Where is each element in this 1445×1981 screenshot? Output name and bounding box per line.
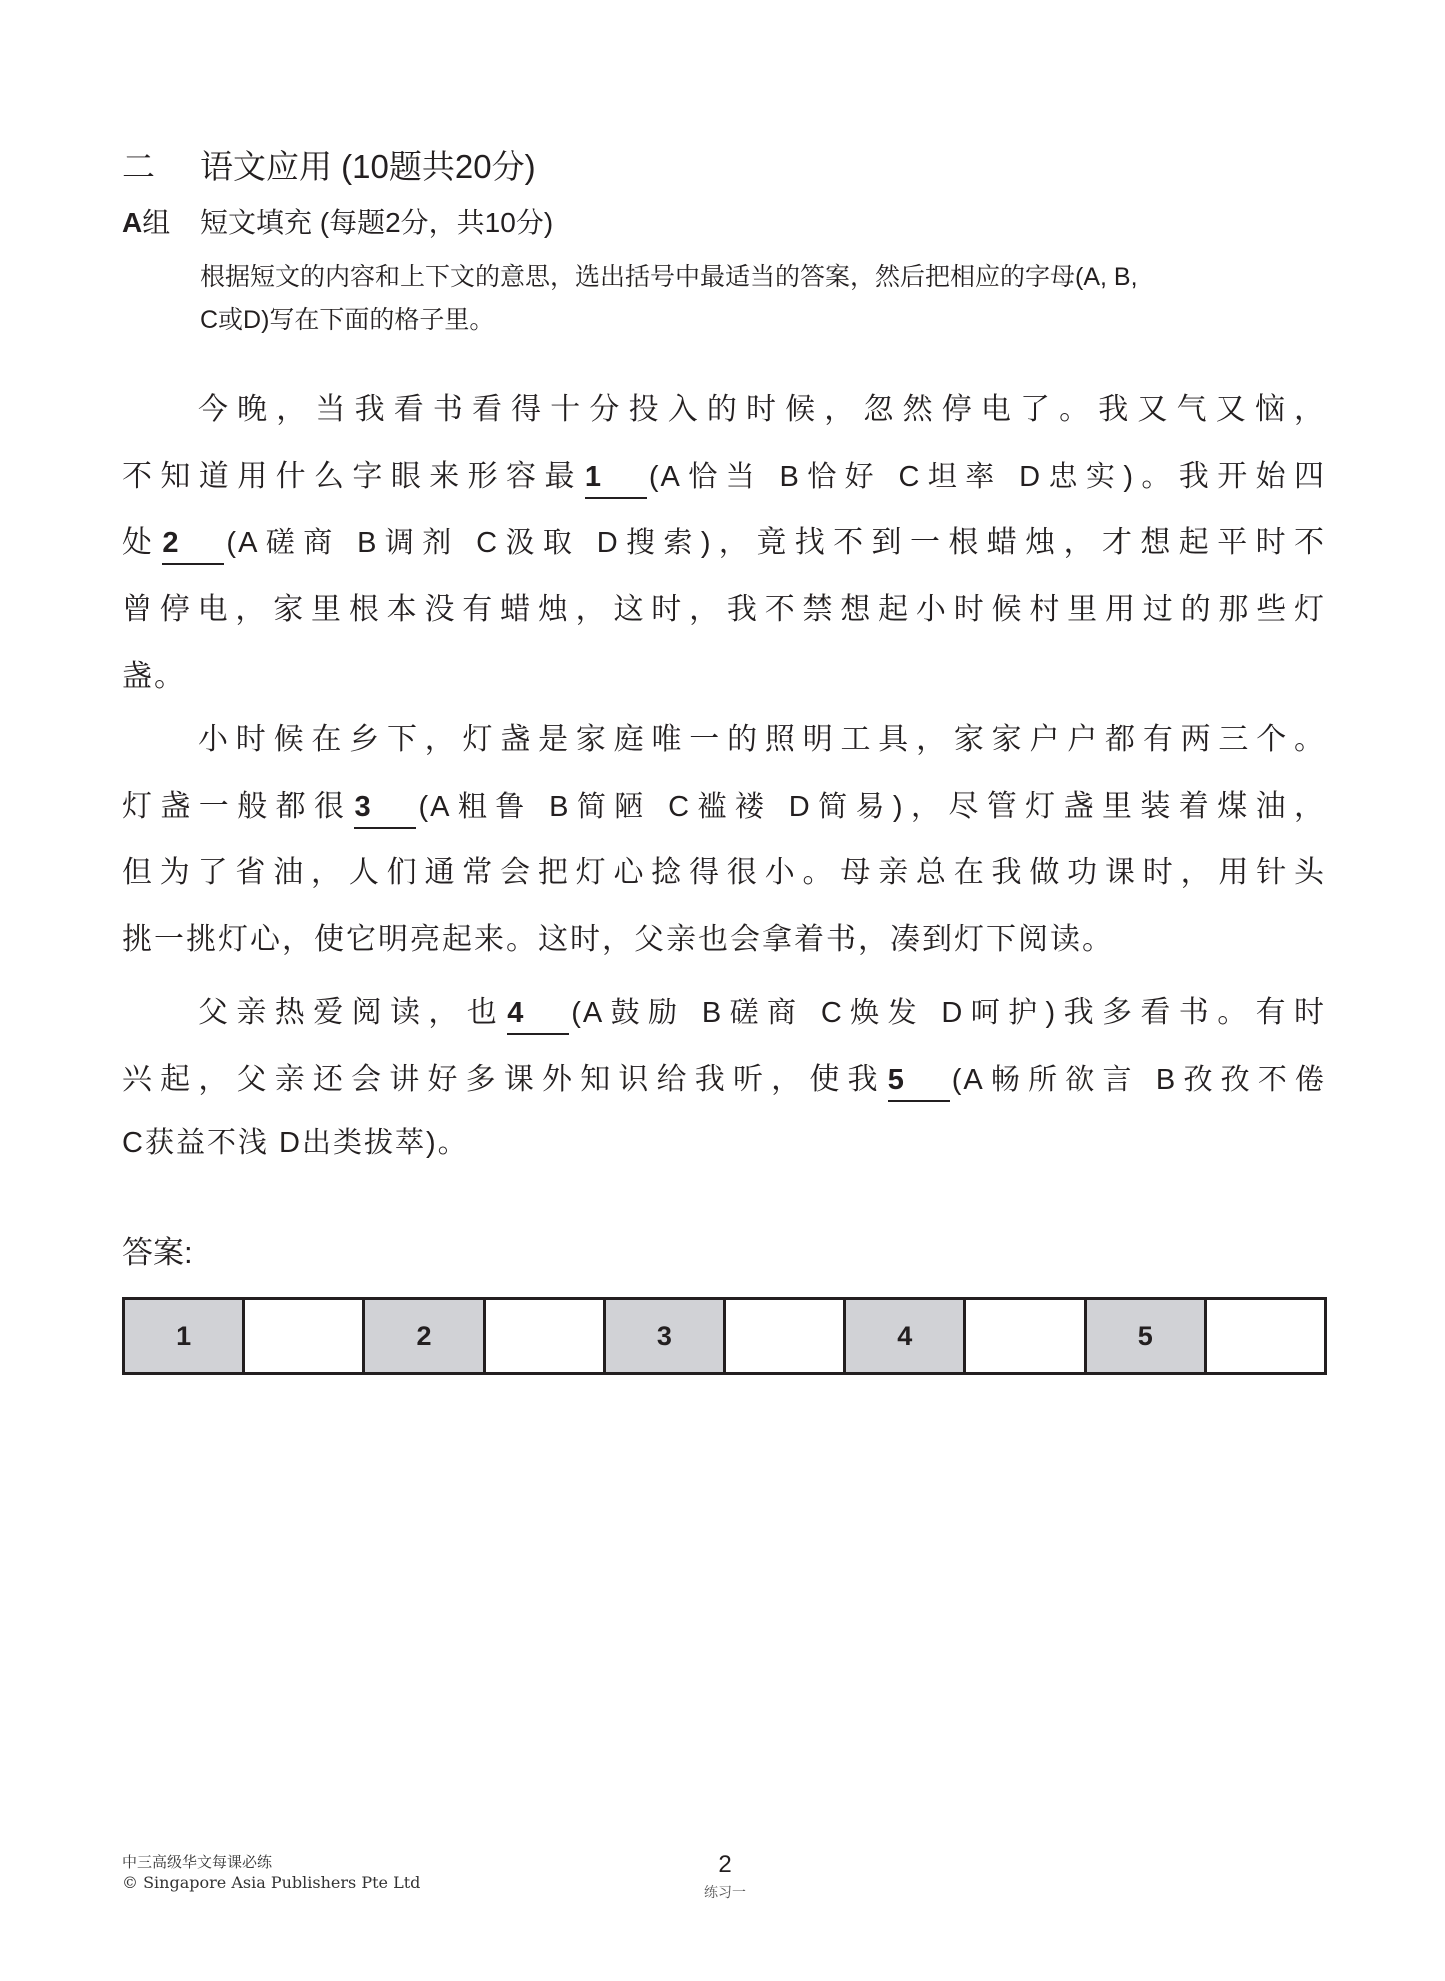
passage-text: 不知道用什么字眼来形容最 — [122, 459, 583, 494]
answer-options: (A畅所欲言 B孜孜不倦 — [951, 1064, 1326, 1096]
fill-blank-1: 1 — [585, 457, 647, 499]
passage-text: 但为了省油，人们通常会把灯心捻得很小。母亲总在我做功课时，用针头 — [122, 855, 1326, 890]
passage-text: 挑一挑灯心，使它明亮起来。这时，父亲也会拿着书，凑到灯下阅读。 — [122, 922, 1114, 957]
passage-text: 兴起，父亲还会讲好多课外知识给我听，使我 — [122, 1062, 886, 1097]
answer-cell-3[interactable] — [726, 1300, 846, 1372]
passage-text: 我多看书。有时 — [1057, 995, 1327, 1030]
passage-line — [198, 715, 1326, 765]
fill-blank-3: 3 — [354, 787, 416, 829]
answer-cell-1[interactable] — [245, 1300, 365, 1372]
passage-line — [122, 1118, 1326, 1168]
group-title: 短文填充 (每题2分，共10分) — [200, 207, 554, 238]
passage-line — [122, 848, 1326, 898]
answer-options: (A鼓励 B磋商 C焕发 D呵护) — [571, 997, 1058, 1029]
answer-options: (A磋商 B调剂 C汲取 D搜索)， — [226, 527, 757, 559]
passage-line — [122, 782, 1326, 832]
passage-text: 尽管灯盏里装着煤油， — [948, 789, 1327, 824]
footer-copyright: © Singapore Asia Publishers Pte Ltd — [122, 1873, 421, 1892]
passage-text: 盏。 — [122, 659, 186, 694]
answer-options: (A粗鲁 B简陋 C褴褛 D简易)， — [418, 791, 949, 823]
passage-line — [198, 385, 1326, 435]
passage-text: 处 — [122, 525, 161, 560]
passage-line — [122, 585, 1326, 635]
passage-text: 灯盏一般都很 — [122, 789, 353, 824]
passage-text: 今晚，当我看书看得十分投入的时候，忽然停电了。我又气又恼， — [198, 392, 1326, 427]
passage-line — [122, 915, 1326, 965]
instruction-line: C或D)写在下面的格子里。 — [200, 306, 495, 334]
instruction-line: 根据短文的内容和上下文的意思，选出括号中最适当的答案，然后把相应的字母(A, B, — [200, 263, 1138, 291]
passage-line — [122, 518, 1326, 568]
answer-table — [122, 1297, 1327, 1375]
question-number-cell: 1 — [125, 1300, 245, 1372]
answer-cell-5[interactable] — [1207, 1300, 1324, 1372]
instructions — [200, 256, 1328, 342]
fill-blank-2: 2 — [162, 523, 224, 565]
exercise-label: 练习一 — [704, 1885, 746, 1901]
passage-line — [122, 452, 1326, 502]
group-letter: A — [122, 207, 143, 238]
fill-blank-4: 4 — [507, 993, 569, 1035]
page-number: 2 — [718, 1851, 732, 1878]
answer-label: 答案: — [122, 1235, 193, 1270]
passage-text: 小时候在乡下，灯盏是家庭唯一的照明工具，家家户户都有两三个。 — [198, 722, 1326, 757]
group-suffix: 组 — [142, 207, 171, 238]
answer-options: C获益不浅 D出类拔萃)。 — [122, 1127, 469, 1159]
group-label — [122, 206, 170, 240]
passage-line — [122, 1055, 1326, 1105]
passage-text: 我开始四 — [1178, 459, 1327, 494]
section-title: 语文应用 (10题共20分) — [200, 148, 536, 185]
passage-text: 父亲热爱阅读，也 — [198, 995, 506, 1030]
answer-cell-4[interactable] — [966, 1300, 1086, 1372]
fill-blank-5: 5 — [888, 1060, 950, 1102]
question-number-cell: 3 — [606, 1300, 726, 1372]
question-number-cell: 5 — [1087, 1300, 1207, 1372]
passage-text: 曾停电，家里根本没有蜡烛，这时，我不禁想起小时候村里用过的那些灯 — [122, 592, 1326, 627]
question-number-cell: 2 — [365, 1300, 485, 1372]
passage-line — [198, 988, 1326, 1038]
answer-cell-2[interactable] — [486, 1300, 606, 1372]
passage-line — [122, 652, 1326, 702]
passage-text: 竟找不到一根蜡烛，才想起平时不 — [756, 525, 1327, 560]
footer-book-title: 中三高级华文每课必练 — [122, 1853, 273, 1871]
question-number-cell: 4 — [846, 1300, 966, 1372]
section-number: 二 — [122, 148, 155, 185]
answer-options: (A恰当 B恰好 C坦率 D忠实)。 — [648, 461, 1179, 493]
